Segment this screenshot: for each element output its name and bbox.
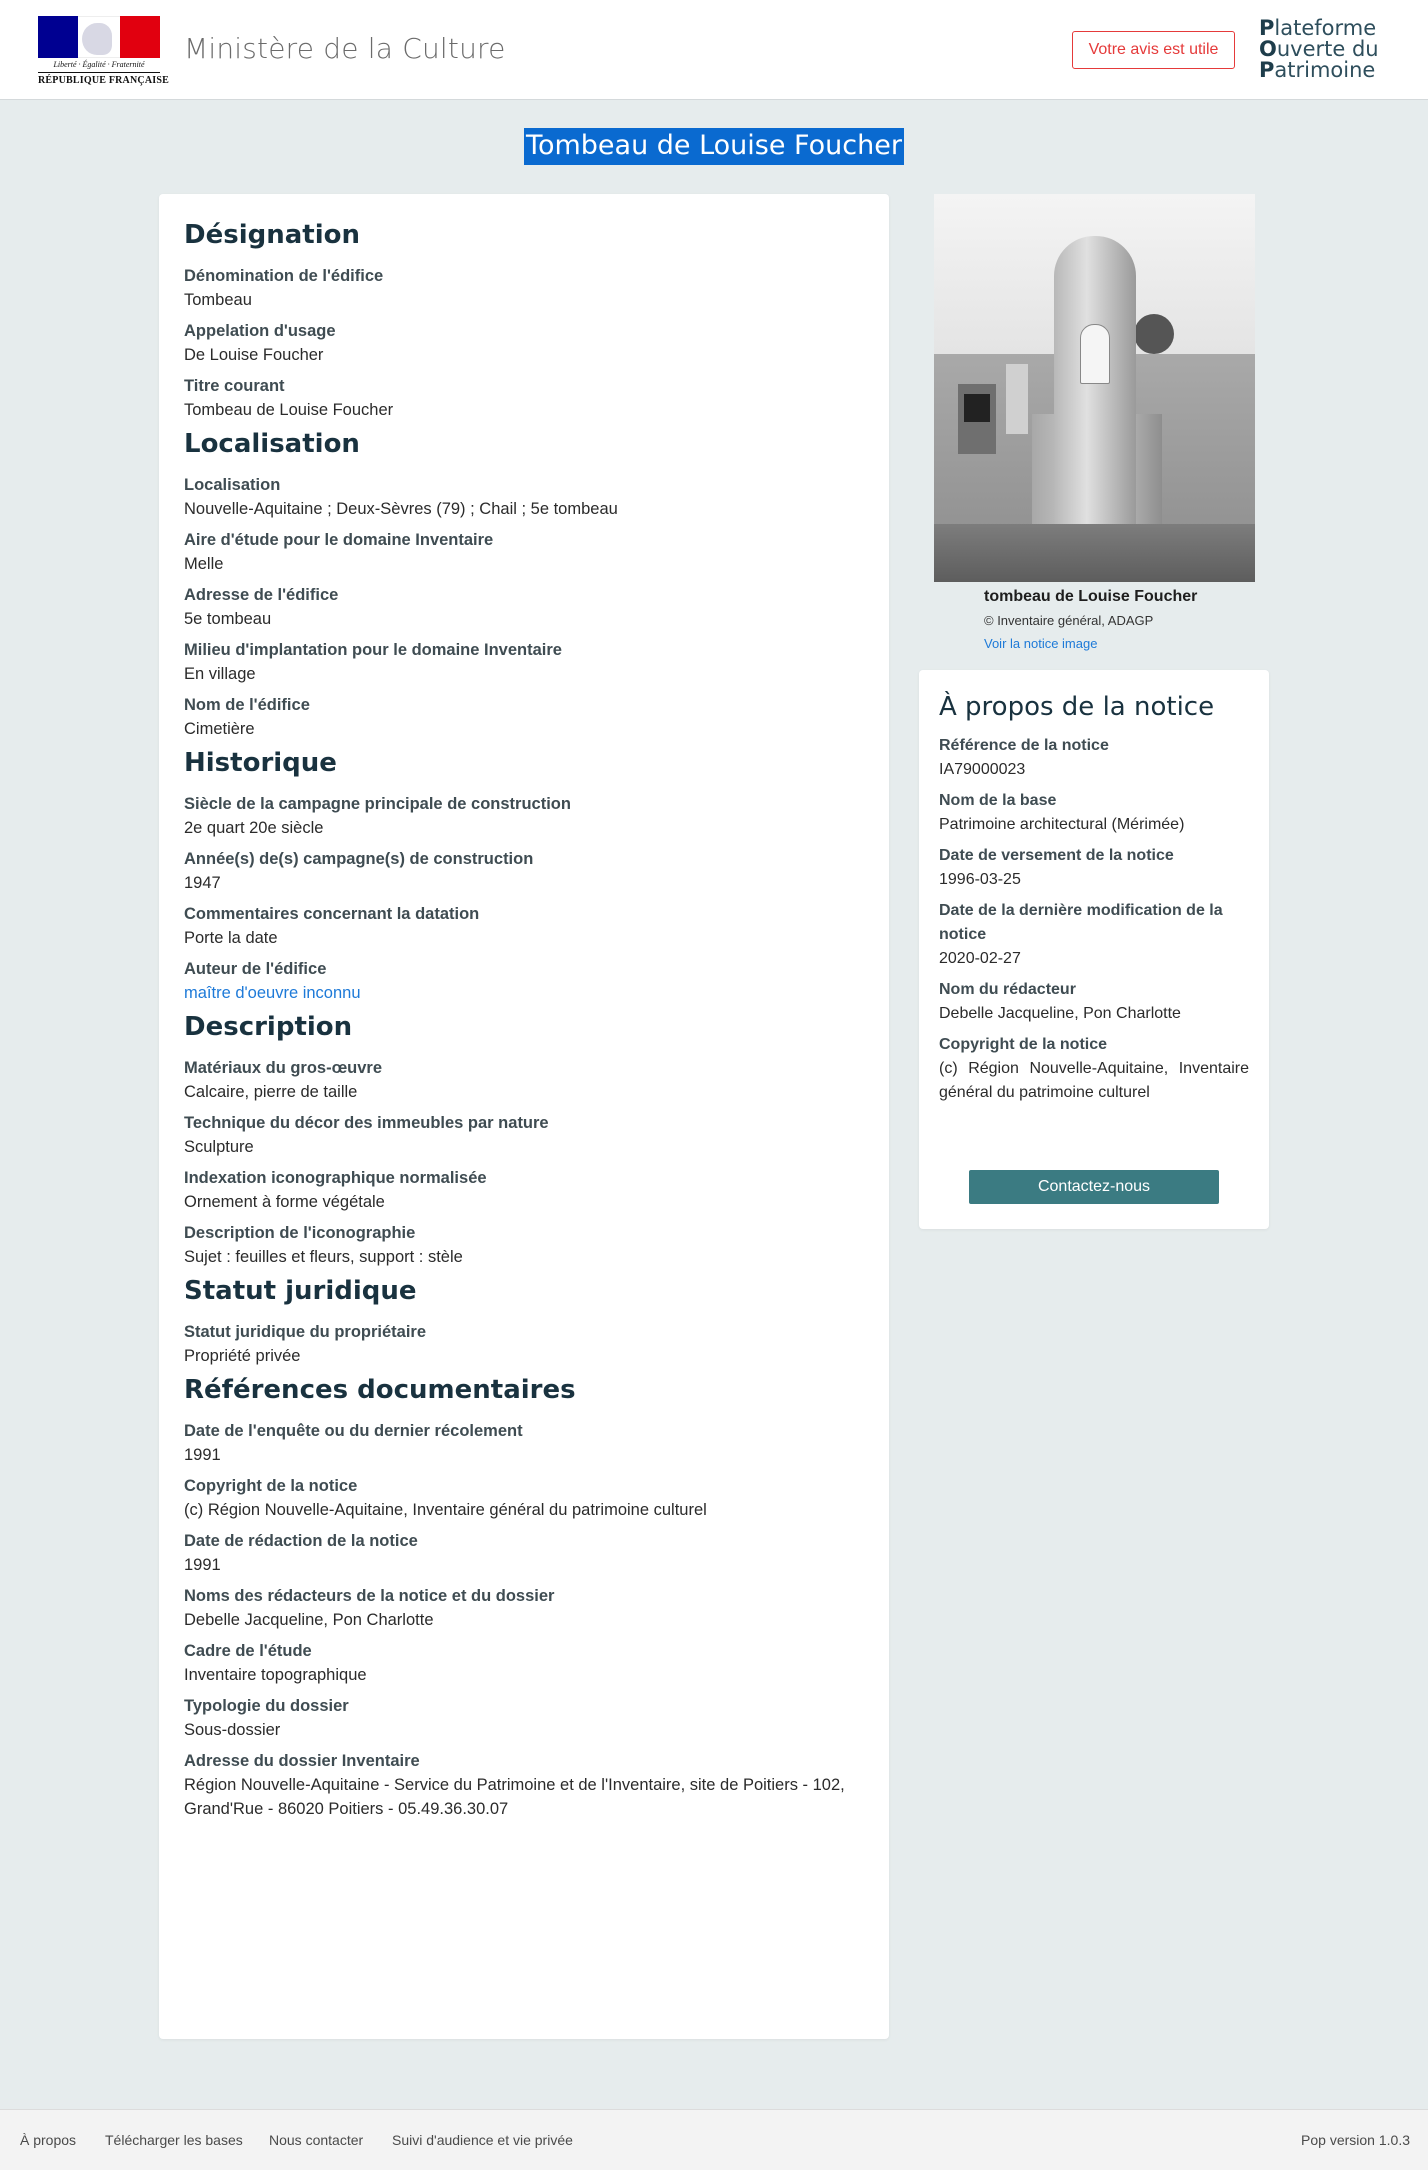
about-field-copyright-de-la-notice: [939, 1033, 1249, 1105]
field-value: Cimetière: [184, 720, 255, 738]
about-field-date-de-versement-de-la-notice: [939, 844, 1249, 892]
field-label: Appelation d'usage: [184, 322, 336, 340]
field-label: Matériaux du gros-œuvre: [184, 1059, 383, 1077]
about-field-label: Nom de la base: [939, 792, 1057, 809]
field-value: Tombeau: [184, 291, 252, 309]
pop-logo-line-2: Ouverte du: [1259, 37, 1379, 61]
photo-caption-title: tombeau de Louise Foucher: [984, 588, 1198, 605]
field-label: Copyright de la notice: [184, 1477, 358, 1495]
version-label: Pop version 1.0.3: [1301, 2132, 1410, 2148]
field-label: Noms des rédacteurs de la notice et du dossier: [184, 1587, 555, 1605]
about-field-reference-de-la-notice: [939, 734, 1249, 782]
field-cadre-de-l-etude: [184, 1639, 864, 1687]
field-milieu-d-implantation-pour-le-domaine-inventaire: [184, 638, 864, 686]
field-value: (c) Région Nouvelle-Aquitaine, Inventaire général du patrimoine culturel: [184, 1501, 707, 1519]
field-value: Calcaire, pierre de taille: [184, 1083, 358, 1101]
field-label: Siècle de la campagne principale de construction: [184, 795, 571, 813]
about-field-label: Référence de la notice: [939, 737, 1109, 754]
notice-details-card: [159, 194, 889, 2039]
about-field-date-de-la-derniere-modification-de-la-notice: [939, 899, 1249, 971]
field-technique-du-decor-des-immeubles-par-nature: [184, 1111, 864, 1159]
republic-name: RÉPUBLIQUE FRANÇAISE: [38, 72, 160, 86]
field-label: Cadre de l'étude: [184, 1642, 312, 1660]
about-field-value: 2020-02-27: [939, 950, 1021, 967]
field-value: Inventaire topographique: [184, 1666, 367, 1684]
field-appelation-d-usage: [184, 319, 864, 367]
about-field-value: 1996-03-25: [939, 871, 1021, 888]
page-title: Tombeau de Louise Foucher: [524, 128, 904, 165]
field-label: Date de rédaction de la notice: [184, 1532, 418, 1550]
footer-link-contact[interactable]: Nous contacter: [269, 2132, 364, 2148]
section-title-description: Description: [184, 1012, 353, 1042]
site-header: [0, 0, 1428, 100]
field-value: Sous-dossier: [184, 1721, 281, 1739]
field-label: Adresse du dossier Inventaire: [184, 1752, 420, 1770]
republic-motto: Liberté · Égalité · Fraternité: [53, 60, 145, 69]
footer-link-privacy[interactable]: Suivi d'audience et vie privée: [392, 2132, 573, 2148]
feedback-button[interactable]: Votre avis est utile: [1072, 31, 1235, 69]
marianne-flag-icon: [38, 16, 160, 58]
field-value: Sculpture: [184, 1138, 254, 1156]
field-label: Adresse de l'édifice: [184, 586, 339, 604]
field-titre-courant: [184, 374, 864, 422]
field-typologie-du-dossier: [184, 1694, 864, 1742]
field-label: Localisation: [184, 476, 281, 494]
field-commentaires-concernant-la-datation: [184, 902, 864, 950]
field-date-de-redaction-de-la-notice: [184, 1529, 864, 1577]
author-link[interactable]: maître d'oeuvre inconnu: [184, 984, 361, 1002]
field-value: Tombeau de Louise Foucher: [184, 401, 394, 419]
field-value: 1991: [184, 1446, 221, 1464]
section-title-localisation: Localisation: [184, 429, 360, 459]
field-value: Melle: [184, 555, 224, 573]
field-value: En village: [184, 665, 256, 683]
field-value: Propriété privée: [184, 1347, 301, 1365]
section-title-historique: Historique: [184, 748, 337, 778]
ministry-name[interactable]: Ministère de la Culture: [184, 32, 506, 65]
about-field-value: Patrimoine architectural (Mérimée): [939, 816, 1185, 833]
field-value: De Louise Foucher: [184, 346, 324, 364]
field-statut-juridique-du-proprietaire: [184, 1320, 864, 1368]
field-label: Commentaires concernant la datation: [184, 905, 480, 923]
about-field-value: Debelle Jacqueline, Pon Charlotte: [939, 1005, 1181, 1022]
field-value: 5e tombeau: [184, 610, 272, 628]
field-value: Debelle Jacqueline, Pon Charlotte: [184, 1611, 434, 1629]
field-label: Auteur de l'édifice: [184, 960, 327, 978]
field-siecle-de-la-campagne-principale-de-construction: [184, 792, 864, 840]
field-value: 1947: [184, 874, 221, 892]
field-label: Typologie du dossier: [184, 1697, 349, 1715]
section-title-designation: Désignation: [184, 220, 360, 250]
field-adresse-de-l-edifice: [184, 583, 864, 631]
field-copyright-de-la-notice: [184, 1474, 864, 1522]
field-value: 1991: [184, 1556, 221, 1574]
footer-link-about[interactable]: À propos: [20, 2132, 77, 2148]
field-label: Indexation iconographique normalisée: [184, 1169, 487, 1187]
pop-logo-line-1: Plateforme: [1259, 16, 1377, 40]
field-value: Sujet : feuilles et fleurs, support : stèle: [184, 1248, 463, 1266]
field-label: Technique du décor des immeubles par nature: [184, 1114, 549, 1132]
contact-button[interactable]: Contactez-nous: [969, 1170, 1219, 1204]
about-field-label: Date de la dernière modification de la notice: [939, 902, 1223, 943]
photo-caption-copyright: © Inventaire général, ADAGP: [984, 613, 1154, 628]
site-footer: [0, 2109, 1428, 2170]
about-field-label: Nom du rédacteur: [939, 981, 1076, 998]
field-label: Milieu d'implantation pour le domaine Inventaire: [184, 641, 562, 659]
republique-francaise-logo[interactable]: [38, 16, 169, 88]
field-value: Nouvelle-Aquitaine ; Deux-Sèvres (79) ; Chail ; 5e tombeau: [184, 500, 618, 518]
about-title: À propos de la notice: [939, 692, 1215, 722]
field-label: Nom de l'édifice: [184, 696, 310, 714]
field-value: Région Nouvelle-Aquitaine - Service du Patrimoine et de l'Inventaire, site de Poitiers - 102, Grand'Rue - 86020 Poitiers - 05.49.36.30.07: [184, 1776, 845, 1818]
field-indexation-iconographique-normalisee: [184, 1166, 864, 1214]
pop-logo-line-3: Patrimoine: [1259, 58, 1376, 82]
footer-link-download[interactable]: Télécharger les bases: [105, 2132, 243, 2148]
section-title-references-documentaires: Références documentaires: [184, 1375, 576, 1405]
field-label: Année(s) de(s) campagne(s) de construction: [184, 850, 534, 868]
field-value: 2e quart 20e siècle: [184, 819, 324, 837]
field-nom-de-l-edifice: [184, 693, 864, 741]
field-annee-s-de-s-campagne-s-de-construction: [184, 847, 864, 895]
field-label: Statut juridique du propriétaire: [184, 1323, 427, 1341]
field-noms-des-redacteurs-de-la-notice-et-du-dossier: [184, 1584, 864, 1632]
about-field-label: Copyright de la notice: [939, 1036, 1108, 1053]
field-value: Porte la date: [184, 929, 278, 947]
about-field-nom-de-la-base: [939, 789, 1249, 837]
about-field-nom-du-redacteur: [939, 978, 1249, 1026]
notice-photo[interactable]: [934, 194, 1255, 582]
view-image-notice-link[interactable]: Voir la notice image: [984, 636, 1098, 651]
field-adresse-du-dossier-inventaire: [184, 1749, 864, 1821]
field-label: Description de l'iconographie: [184, 1224, 416, 1242]
field-localisation: [184, 473, 864, 521]
field-description-de-l-iconographie: [184, 1221, 864, 1269]
page-title-container: [0, 128, 1428, 165]
about-notice-card: [919, 670, 1269, 1229]
field-aire-d-etude-pour-le-domaine-inventaire: [184, 528, 864, 576]
field-value: Ornement à forme végétale: [184, 1193, 385, 1211]
about-field-label: Date de versement de la notice: [939, 847, 1174, 864]
about-field-value: (c) Région Nouvelle-Aquitaine, Inventaire général du patrimoine culturel: [939, 1060, 1249, 1101]
field-label: Dénomination de l'édifice: [184, 267, 384, 285]
field-denomination-de-l-edifice: [184, 264, 864, 312]
field-label: Date de l'enquête ou du dernier récolement: [184, 1422, 523, 1440]
pop-logo[interactable]: [1259, 18, 1379, 81]
field-date-de-l-enquete-ou-du-dernier-recolement: [184, 1419, 864, 1467]
field-label: Titre courant: [184, 377, 285, 395]
section-title-statut-juridique: Statut juridique: [184, 1276, 417, 1306]
field-label: Aire d'étude pour le domaine Inventaire: [184, 531, 494, 549]
about-field-value: IA79000023: [939, 761, 1026, 778]
field-auteur-de-l-edifice: [184, 957, 864, 1005]
field-materiaux-du-gros-oeuvre: [184, 1056, 864, 1104]
